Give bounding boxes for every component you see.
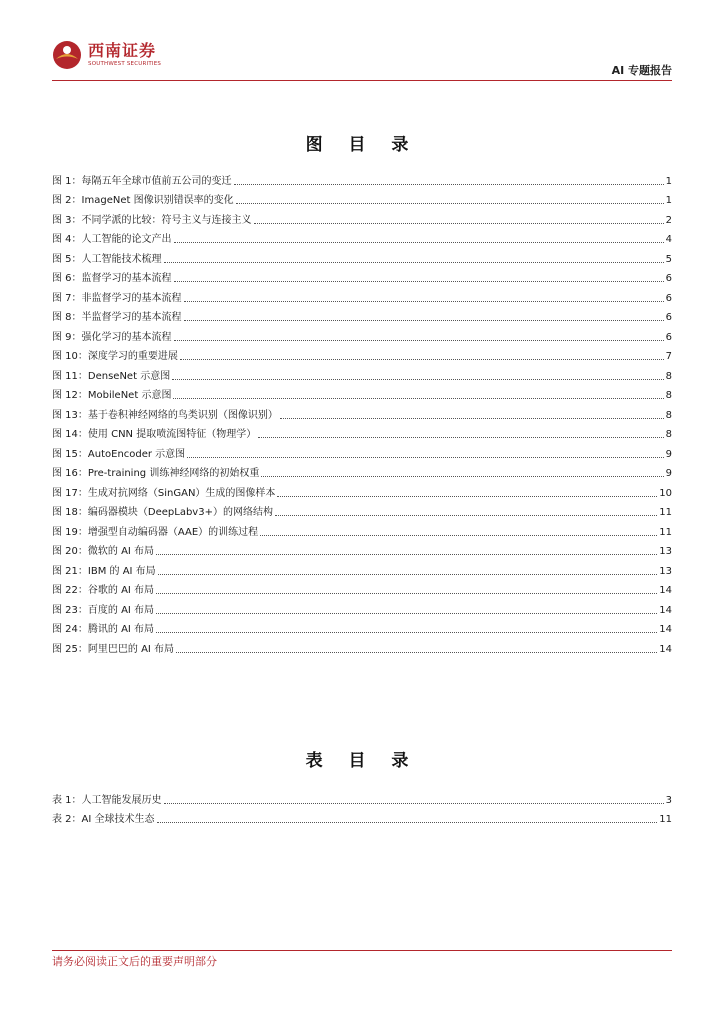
- toc-entry-page: 6: [665, 312, 672, 323]
- toc-leader-dots: [180, 359, 664, 360]
- toc-entry[interactable]: [52, 787, 672, 807]
- toc-entry-page: 10: [659, 487, 672, 499]
- toc-entry-label: 图 3：不同学派的比较：符号主义与连接主义: [52, 214, 252, 226]
- toc-entry-page: 8: [665, 370, 672, 382]
- toc-entry-page: 11: [659, 526, 672, 538]
- toc-entry[interactable]: [52, 207, 672, 227]
- toc-entry-page: 14: [659, 624, 672, 635]
- toc-entry-label: 图 1：每隔五年全球市值前五公司的变迁: [52, 175, 232, 187]
- toc-entry-label: 图 18：编码器模块（DeepLabv3+）的网络结构: [52, 507, 273, 518]
- toc-entry-page: 14: [659, 643, 672, 655]
- toc-entry[interactable]: [52, 227, 672, 247]
- toc-entry-page: 8: [665, 390, 672, 401]
- toc-entry-label: 图 12：MobileNet 示意图: [52, 390, 172, 401]
- logo-english-name: SOUTHWEST SECURITIES: [88, 61, 162, 67]
- toc-entry-page: 1: [665, 195, 672, 206]
- toc-entry-page: 6: [665, 273, 672, 284]
- toc-leader-dots: [156, 593, 657, 594]
- toc-entry[interactable]: [52, 344, 672, 364]
- toc-leader-dots: [184, 320, 664, 321]
- toc-leader-dots: [261, 476, 663, 477]
- toc-leader-dots: [173, 398, 663, 399]
- report-type-label: AI 专题报告: [611, 64, 672, 77]
- toc-entry-label: 图 25：阿里巴巴的 AI 布局: [52, 643, 175, 655]
- toc-entry[interactable]: [52, 597, 672, 617]
- toc-entry-label: 图 17：生成对抗网络（SinGAN）生成的图像样本: [52, 487, 276, 499]
- toc-entry-page: 9: [665, 448, 672, 460]
- toc-entry-page: 3: [665, 794, 672, 806]
- toc-entry-label: 图 19：增强型自动编码器（AAE）的训练过程: [52, 526, 259, 538]
- figures-toc-title: 图 目 录: [305, 135, 419, 155]
- toc-leader-dots: [174, 340, 664, 341]
- toc-leader-dots: [280, 418, 664, 419]
- toc-entry-label: 图 14：使用 CNN 提取喷流图特征（物理学）: [52, 429, 257, 440]
- toc-entry-label: 图 23：百度的 AI 布局: [52, 604, 155, 616]
- toc-leader-dots: [156, 613, 657, 614]
- toc-leader-dots: [187, 457, 663, 458]
- toc-entry-page: 6: [665, 292, 672, 304]
- toc-entry-page: 14: [659, 585, 672, 596]
- toc-leader-dots: [164, 803, 664, 804]
- company-logo: [52, 40, 161, 70]
- toc-entry[interactable]: [52, 558, 672, 578]
- toc-entry[interactable]: [52, 617, 672, 637]
- toc-entry[interactable]: [52, 188, 672, 208]
- toc-entry[interactable]: [52, 636, 672, 656]
- toc-leader-dots: [260, 535, 657, 536]
- toc-entry[interactable]: [52, 500, 672, 520]
- toc-entry-page: 2: [665, 214, 672, 226]
- disclaimer-note: 请务必阅读正文后的重要声明部分: [52, 955, 217, 968]
- toc-leader-dots: [258, 437, 663, 438]
- toc-entry-label: 图 15：AutoEncoder 示意图: [52, 448, 186, 460]
- toc-entry[interactable]: [52, 266, 672, 286]
- toc-entry-label: 图 21：IBM 的 AI 布局: [52, 565, 156, 577]
- toc-entry[interactable]: [52, 324, 672, 344]
- toc-entry-page: 7: [665, 351, 672, 362]
- page-header: [52, 40, 672, 82]
- toc-entry-label: 图 16：Pre-training 训练神经网络的初始权重: [52, 468, 260, 479]
- toc-entry-label: 图 2：ImageNet 图像识别错误率的变化: [52, 195, 234, 206]
- toc-entry-page: 9: [665, 468, 672, 479]
- toc-entry[interactable]: [52, 246, 672, 266]
- toc-leader-dots: [176, 652, 657, 653]
- toc-entry-label: 图 11：DenseNet 示意图: [52, 370, 171, 382]
- toc-entry-page: 8: [665, 409, 672, 421]
- toc-leader-dots: [275, 515, 657, 516]
- toc-entry-label: 图 7：非监督学习的基本流程: [52, 292, 182, 304]
- toc-entry-label: 图 13：基于卷积神经网络的鸟类识别（图像识别）: [52, 409, 278, 421]
- toc-entry[interactable]: [52, 422, 672, 442]
- toc-entry-page: 4: [665, 234, 672, 245]
- southwest-securities-logo-icon: [52, 40, 82, 70]
- toc-entry[interactable]: [52, 461, 672, 481]
- toc-entry[interactable]: [52, 519, 672, 539]
- toc-leader-dots: [174, 242, 664, 243]
- toc-leader-dots: [172, 379, 663, 380]
- toc-entry[interactable]: [52, 363, 672, 383]
- footer-divider: [52, 950, 672, 951]
- toc-entry-label: 图 5：人工智能技术梳理: [52, 253, 162, 265]
- toc-entry-label: 表 2：AI 全球技术生态: [52, 814, 155, 825]
- toc-entry[interactable]: [52, 168, 672, 188]
- toc-leader-dots: [164, 262, 664, 263]
- toc-entry[interactable]: [52, 578, 672, 598]
- toc-leader-dots: [234, 184, 664, 185]
- tables-toc-title: 表 目 录: [305, 751, 419, 771]
- toc-leader-dots: [174, 281, 664, 282]
- toc-entry[interactable]: [52, 539, 672, 559]
- logo-chinese-name: 西南证券: [88, 41, 157, 60]
- toc-entry-label: 图 10：深度学习的重要进展: [52, 351, 178, 362]
- toc-leader-dots: [157, 822, 658, 823]
- toc-entry[interactable]: [52, 480, 672, 500]
- toc-entry-label: 图 6：监督学习的基本流程: [52, 273, 172, 284]
- toc-entry-label: 图 8：半监督学习的基本流程: [52, 312, 182, 323]
- toc-entry-label: 图 20：微软的 AI 布局: [52, 546, 155, 557]
- toc-entry-label: 图 4：人工智能的论文产出: [52, 234, 172, 245]
- toc-entry-page: 14: [659, 604, 672, 616]
- toc-leader-dots: [156, 632, 657, 633]
- toc-entry[interactable]: [52, 285, 672, 305]
- toc-entry[interactable]: [52, 383, 672, 403]
- toc-entry-page: 11: [659, 507, 672, 518]
- toc-entry-page: 8: [665, 429, 672, 440]
- toc-leader-dots: [158, 574, 658, 575]
- toc-entry-page: 13: [659, 565, 672, 577]
- toc-entry-page: 11: [659, 814, 672, 825]
- toc-leader-dots: [184, 301, 664, 302]
- toc-entry-label: 图 22：谷歌的 AI 布局: [52, 585, 155, 596]
- toc-leader-dots: [156, 554, 657, 555]
- toc-entry[interactable]: [52, 305, 672, 325]
- toc-entry-page: 1: [665, 175, 672, 187]
- toc-leader-dots: [254, 223, 664, 224]
- tables-toc-list: [52, 787, 672, 826]
- toc-entry-page: 5: [665, 253, 672, 265]
- toc-entry[interactable]: [52, 402, 672, 422]
- toc-entry[interactable]: [52, 807, 672, 827]
- header-divider: [52, 80, 672, 81]
- toc-entry-page: 13: [659, 546, 672, 557]
- toc-entry-label: 表 1：人工智能发展历史: [52, 794, 162, 806]
- toc-entry-label: 图 24：腾讯的 AI 布局: [52, 624, 155, 635]
- toc-entry-label: 图 9：强化学习的基本流程: [52, 331, 172, 343]
- figures-toc-list: [52, 168, 672, 656]
- toc-leader-dots: [277, 496, 657, 497]
- toc-entry[interactable]: [52, 441, 672, 461]
- toc-leader-dots: [236, 203, 664, 204]
- toc-entry-page: 6: [665, 331, 672, 343]
